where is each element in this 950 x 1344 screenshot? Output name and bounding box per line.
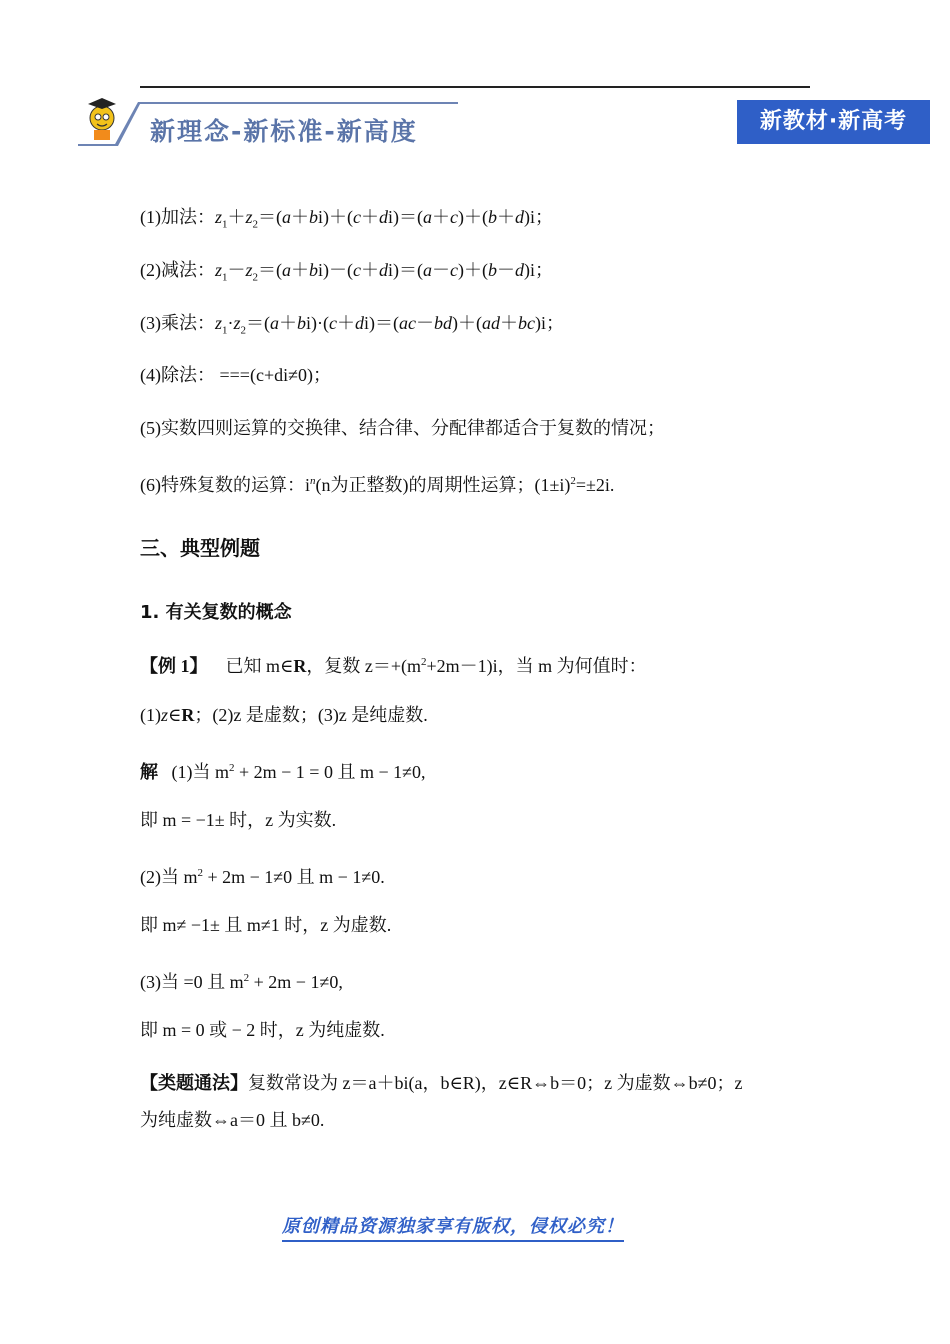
example-question: 【例 1】 已知 m∈R，复数 $z=+(m^2+2m-1)i$，当 m 为何值时： <box>140 656 647 676</box>
op-subtraction: (2)减法：$z_1-z_2=(a+bi)-(c+di)=(a-c)+(b-d)i$； <box>140 260 554 284</box>
method-tag: 【类题通法】 <box>140 1073 248 1093</box>
header-slogan: 新理念-新标准-新高度 <box>150 117 418 146</box>
footer-copyright: 原创精品资源独家享有版权，侵权必究！ <box>282 1212 624 1242</box>
header-badge: 新教材·新高考 <box>737 100 930 144</box>
section-subtitle: 1. 有关复数的概念 <box>140 602 292 623</box>
solution-3b: 即 m = 0 或 − 2 时，z 为纯虚数. <box>140 1020 385 1040</box>
solution-1a: 解 (1)当 $m^2 + 2m - 1 = 0$ 且 m − 1≠0, <box>140 762 426 782</box>
op-addition: (1)加法：$z_1+z_2=(a+bi)+(c+di)=(a+c)+(b+d)i$； <box>140 207 554 231</box>
solution-label: 解 <box>140 762 158 782</box>
solution-2a: (2)当 $m^2 + 2m - 1\ne 0$ 且 m − 1≠0. <box>140 867 385 887</box>
op-special: (6)特殊复数的运算：$i^n(n$为正整数)的周期性运算；$(1\pm i)^2=\pm 2i$. <box>140 475 615 495</box>
solution-3a: (3)当 =0 且 $m^2 + 2m - 1\ne 0$, <box>140 972 343 992</box>
example-tag: 【例 1】 <box>140 656 208 676</box>
op-laws: (5)实数四则运算的交换律、结合律、分配律都适合于复数的情况； <box>140 418 665 438</box>
example-parts: (1)z∈R；(2)z 是虚数；(3)z 是纯虚数. <box>140 705 428 725</box>
op-division: (4)除法： ===(c+di≠0)； <box>140 365 331 385</box>
solution-1b: 即 m = −1± 时，z 为实数. <box>140 810 337 830</box>
method-line-2: 为纯虚数⇔a＝0 且 b≠0. <box>140 1110 325 1130</box>
method-line-1: 【类题通法】复数常设为 z＝a＋bi(a，b∈R)，z∈R⇔b＝0；z 为虚数⇔b≠0；z <box>140 1073 743 1093</box>
section-title: 三、典型例题 <box>140 536 260 560</box>
op-multiplication: (3)乘法：$z_1\cdot z_2=(a+bi)\cdot(c+di)=(ac-bd)+(ad+bc)i$； <box>140 313 565 337</box>
header-rule <box>140 86 810 88</box>
solution-2b: 即 m≠ −1± 且 m≠1 时，z 为虚数. <box>140 915 392 935</box>
